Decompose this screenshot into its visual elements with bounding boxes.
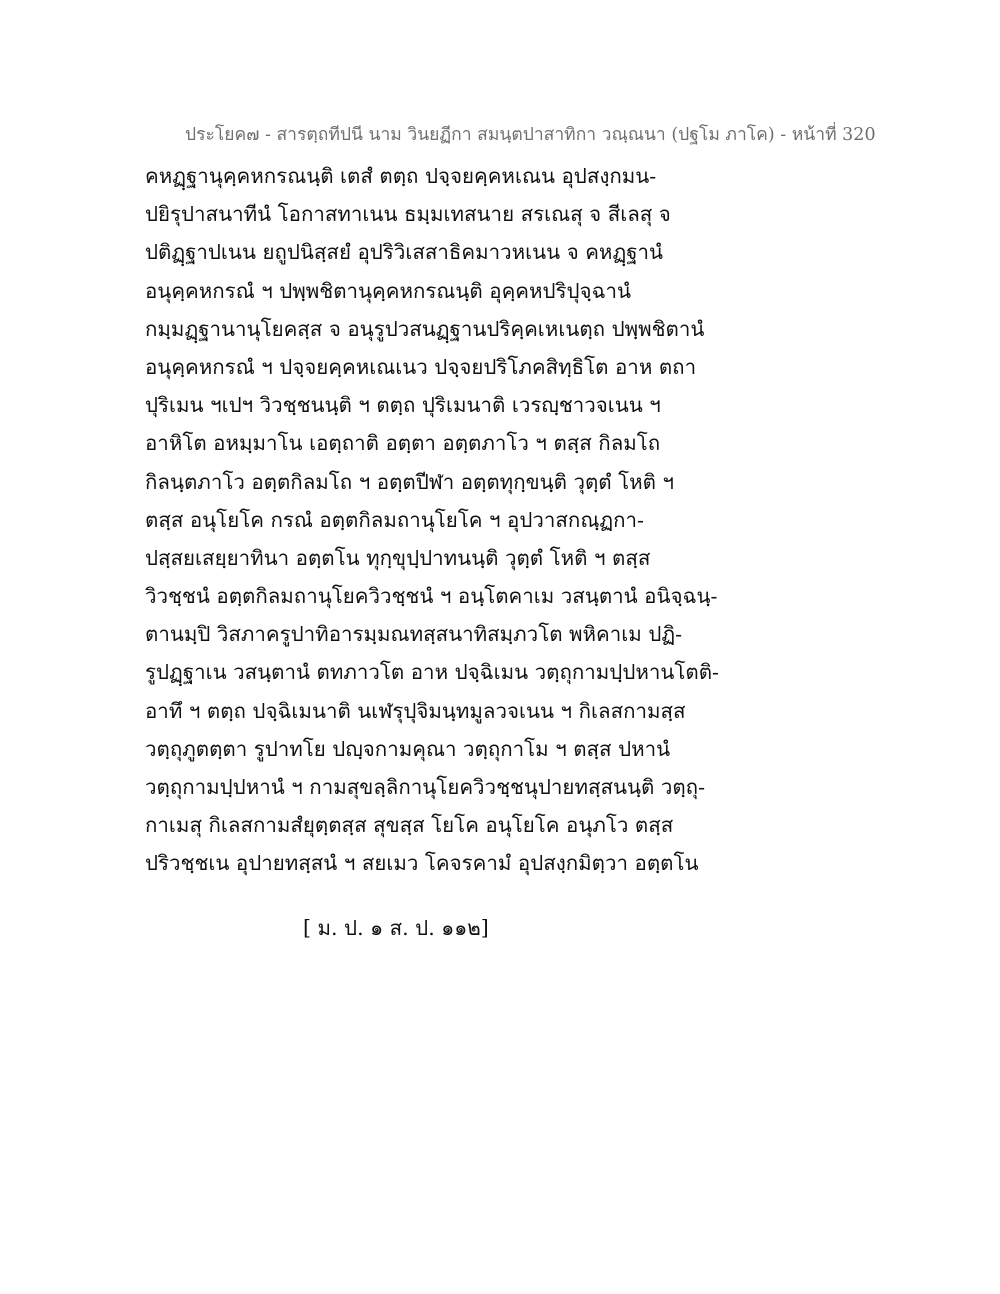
text-line: คหฏฺฐานุคฺคหกรณนฺติ เตสํ ตตฺถ ปจฺจยคฺคหเณน อุปสงฺกมน- — [145, 164, 657, 188]
text-line: อนุคฺคหกรณํ ฯ ปจฺจยคฺคหเณเนว ปจฺจยปริโภคสิทฺธิโต อาห ตถา — [145, 354, 697, 379]
text-line: กิลนฺตภาโว อตฺตกิลมโถ ฯ อตฺตปีฬา อตฺตทุกฺขนฺติ วุตฺตํ โหติ ฯ — [145, 469, 674, 494]
text-line: กาเมสุ กิเลสกามสํยุตฺตสฺส สุขสฺส โยโค อนุโยโค อนุภโว ตสฺส — [145, 813, 674, 838]
text-line: ตสฺส อนุโยโค กรณํ อตฺตกิลมถานุโยโค ฯ อุปวาสกณฺฏกา- — [145, 507, 644, 532]
running-header: ประโยค๗ - สารตฺถทีปนี นาม วินยฏีกา สมนฺตปาสาทิกา วณฺณนา (ปฐโม ภาโค) - หน้าที่ 320 — [185, 125, 876, 145]
body-text — [145, 157, 745, 883]
text-line: ปยิรุปาสนาทีนํ โอกาสทาเนน ธมฺมเทสนาย สรเณสุ จ สีเลสุ จ — [145, 202, 671, 227]
text-line: กมฺมฏฺฐานานุโยคสฺส จ อนุรูปวสนฏฺฐานปริคฺคเหเนตฺถ ปพฺพชิตานํ — [145, 316, 705, 341]
page-reference: [ ม. ป. ๑ ส. ป. ๑๑๒] — [303, 916, 489, 940]
text-line: วิวชฺชนํ อตฺตกิลมถานุโยควิวชฺชนํ ฯ อนฺโตคาเม วสนฺตานํ อนิจฺฉนฺ- — [145, 584, 718, 609]
text-line: อาทึ ฯ ตตฺถ ปจฺฉิเมนาติ นเฬรุปุจิมนฺทมูลวจเนน ฯ กิเลสกามสฺส — [145, 698, 686, 723]
text-line: รูปฏฺฐาเน วสนฺตานํ ตทภาวโต อาห ปจฺฉิเมน วตฺถุกามปฺปหานโตติ- — [145, 660, 719, 685]
text-line: ปติฏฺฐาปเนน ยถูปนิสฺสยํ อุปริวิเสสาธิคมาวหเนน จ คหฏฺฐานํ — [145, 240, 664, 265]
text-line: วตฺถุภูตตฺตา รูปาทโย ปญฺจกามคุณา วตฺถุกาโม ฯ ตสฺส ปหานํ — [145, 736, 671, 761]
text-line: ตานมฺปิ วิสภาครูปาทิอารมฺมณทสฺสนาทิสมฺภวโต พหิคาเม ปฏิ- — [145, 622, 683, 647]
text-line: อนุคฺคหกรณํ ฯ ปพฺพชิตานุคฺคหกรณนฺติ อุคฺคหปริปุจฺฉานํ — [145, 278, 632, 303]
text-line: ปุริเมน ฯเปฯ วิวชฺชนนฺติ ฯ ตตฺถ ปุริเมนาติ เวรญฺชาวจเนน ฯ — [145, 393, 661, 418]
text-line: อาหิโต อหมฺมาโน เอตฺถาติ อตฺตา อตฺตภาโว ฯ ตสฺส กิลมโถ — [145, 431, 661, 456]
text-line: ปริวชฺชเน อุปายทสฺสนํ ฯ สยเมว โคจรคามํ อุปสงฺกมิตฺวา อตฺตโน — [145, 851, 699, 876]
text-line: วตฺถุกามปฺปหานํ ฯ กามสุขลฺลิกานุโยควิวชฺชนุปายทสฺสนนฺติ วตฺถุ- — [145, 775, 705, 799]
text-line: ปสฺสยเสยฺยาทินา อตฺตโน ทุกฺขุปฺปาทนนฺติ วุตฺตํ โหติ ฯ ตสฺส — [145, 545, 651, 570]
